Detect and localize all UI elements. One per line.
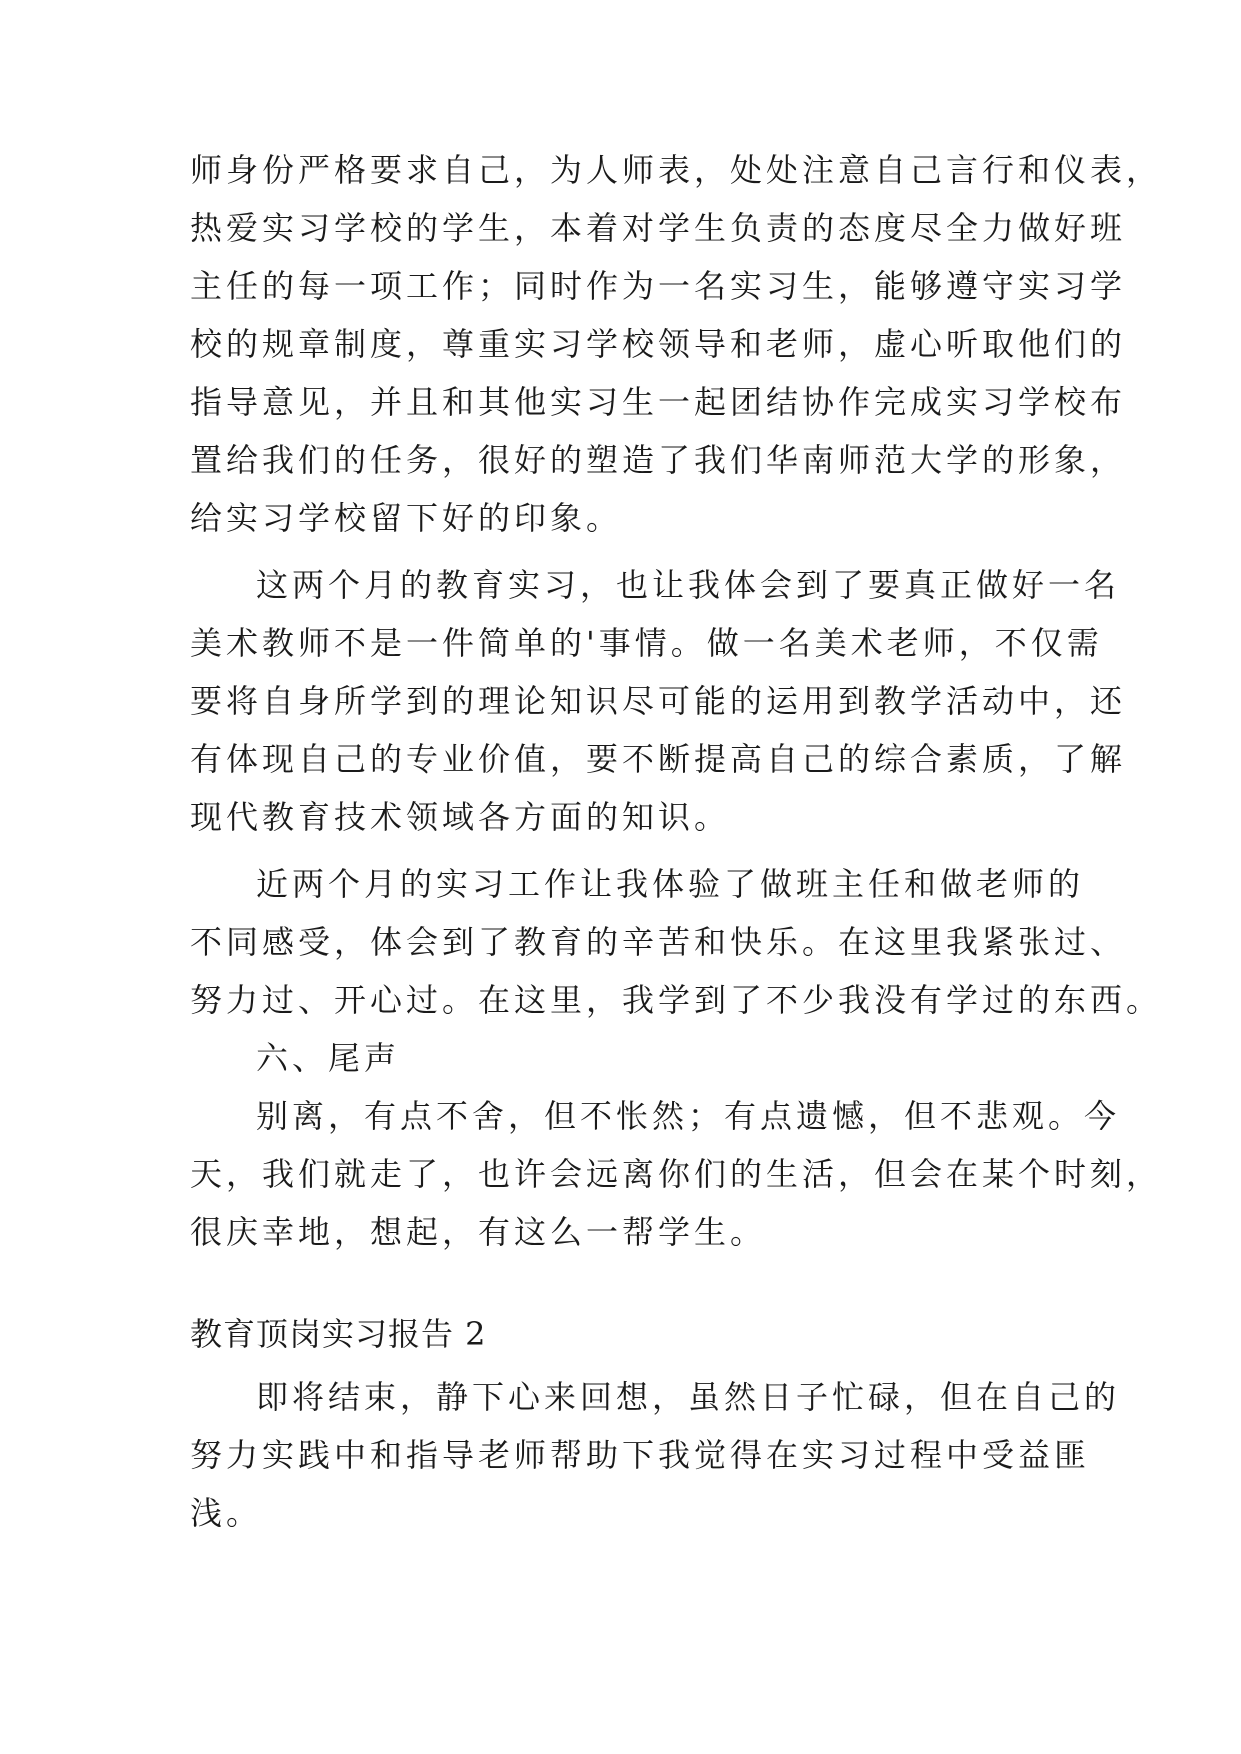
paragraph-line: 美术教师不是一件简单的'事情。做一名美术老师，不仅需 [190,624,1103,662]
paragraph-line: 给实习学校留下好的印象。 [190,499,623,537]
paragraph-line: 要将自身所学到的理论知识尽可能的运用到教学活动中，还 [190,682,1127,720]
report-title: 教育顶岗实习报告 2 [190,1315,487,1353]
paragraph-line: 热爱实习学校的学生，本着对学生负责的态度尽全力做好班 [190,209,1127,247]
paragraph-line: 努力实践中和指导老师帮助下我觉得在实习过程中受益匪 [190,1436,1091,1474]
paragraph-line: 近两个月的实习工作让我体验了做班主任和做老师的 [256,865,1085,903]
section-heading: 六、尾声 [256,1039,401,1077]
paragraph-line: 校的规章制度，尊重实习学校领导和老师，虚心听取他们的 [190,325,1127,363]
paragraph-line: 有体现自己的专业价值，要不断提高自己的综合素质，了解 [190,740,1127,778]
paragraph-line: 很庆幸地，想起，有这么一帮学生。 [190,1213,767,1251]
paragraph-line: 师身份严格要求自己，为人师表，处处注意自己言行和仪表， [190,151,1163,189]
paragraph-line: 别离，有点不舍，但不怅然；有点遗憾，但不悲观。今 [256,1097,1121,1135]
paragraph-line: 天，我们就走了，也许会远离你们的生活，但会在某个时刻， [190,1155,1163,1193]
paragraph-line: 浅。 [190,1494,263,1532]
paragraph-line: 现代教育技术领域各方面的知识。 [190,798,731,836]
paragraph-line: 不同感受，体会到了教育的辛苦和快乐。在这里我紧张过、 [190,923,1127,961]
paragraph-line: 置给我们的任务，很好的塑造了我们华南师范大学的形象， [190,441,1127,479]
paragraph-line: 指导意见，并且和其他实习生一起团结协作完成实习学校布 [190,383,1127,421]
paragraph-line: 主任的每一项工作；同时作为一名实习生，能够遵守实习学 [190,267,1127,305]
paragraph-line: 努力过、开心过。在这里，我学到了不少我没有学过的东西。 [190,981,1163,1019]
paragraph-line: 这两个月的教育实习，也让我体会到了要真正做好一名 [256,566,1121,604]
paragraph-line: 即将结束，静下心来回想，虽然日子忙碌，但在自己的 [256,1378,1121,1416]
